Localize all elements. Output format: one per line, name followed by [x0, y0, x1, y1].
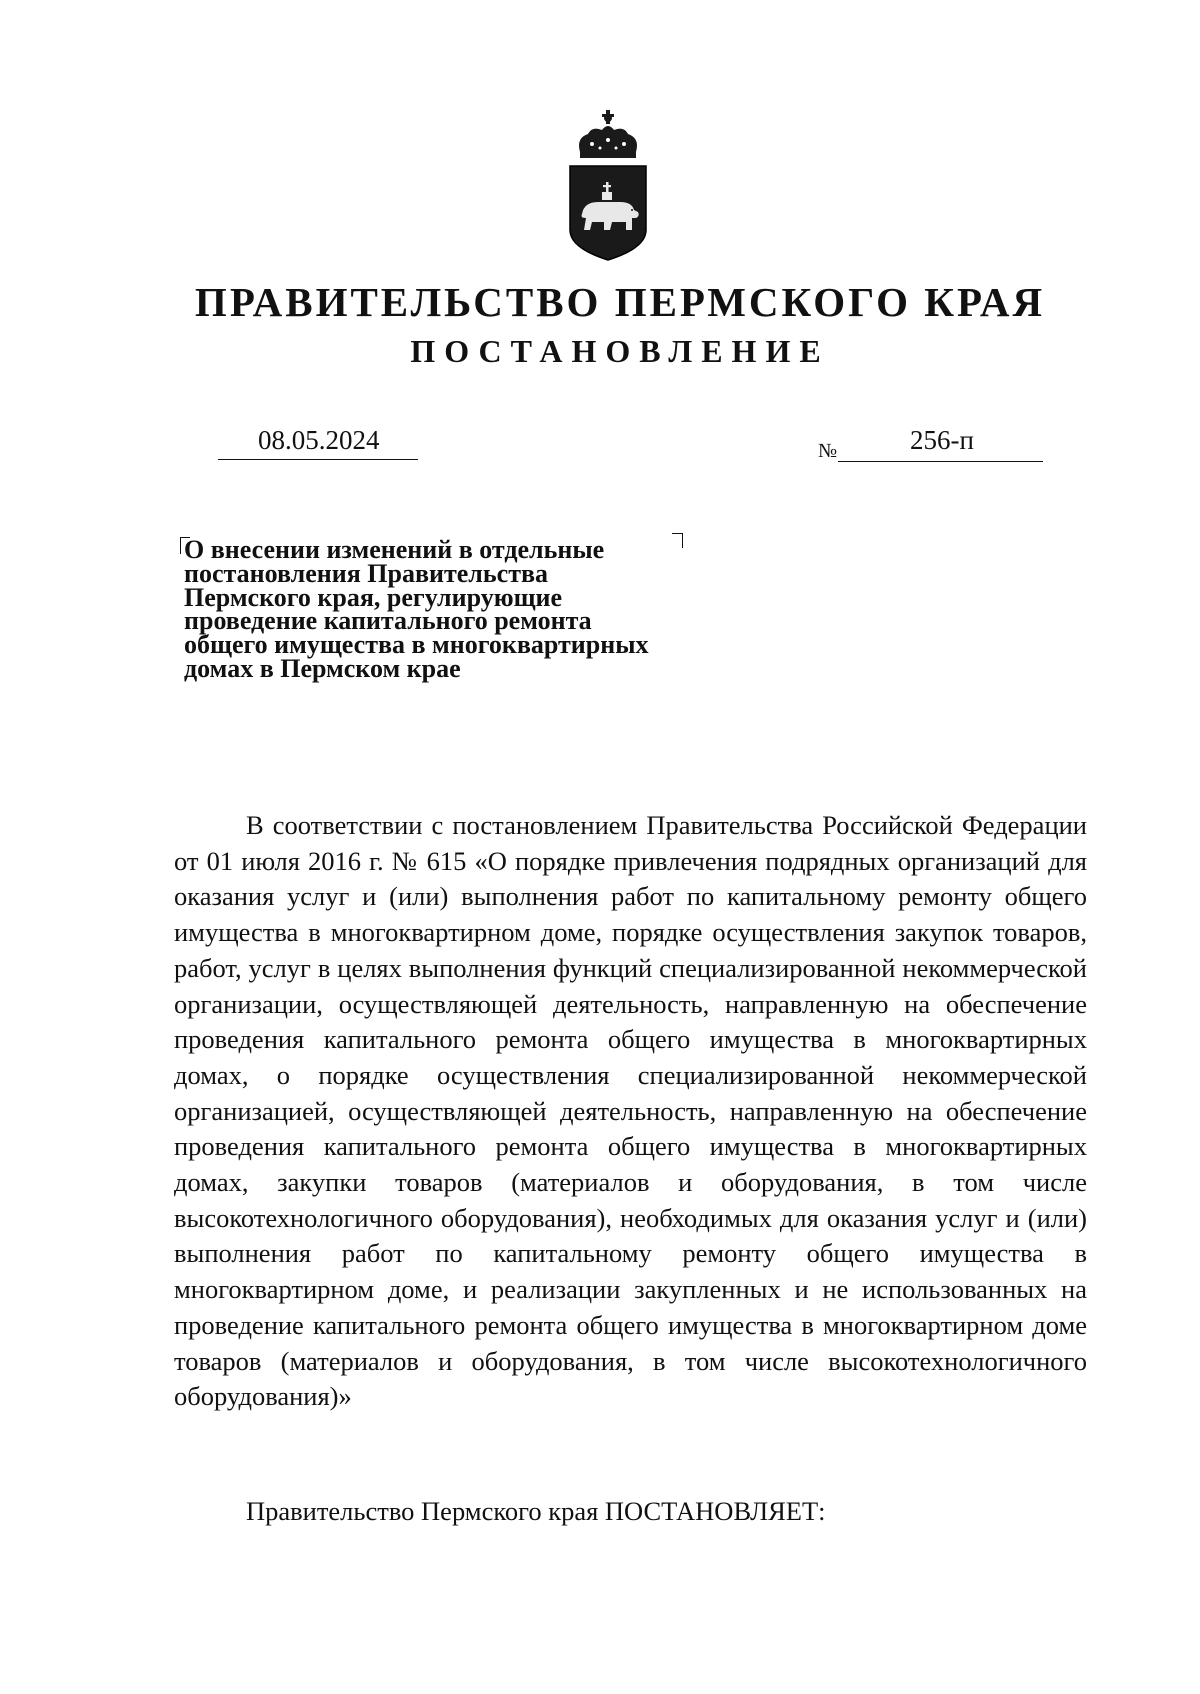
- preamble-paragraph: В соответствии с постановлением Правительства Российской Федерации от 01 июля 2016 г. № 615 «О порядке привлечения подрядных организаций для оказания услуг и (или) выполнения работ по капитальному ремонту общего имущества в многоквартирном доме, порядке осуществления закупок товаров, работ, услуг в целях выполнения функций специализированной некоммерческой организации, осуществляющей деятельность, направленную на обеспечение проведения капитального ремонта общего имущества в многоквартирных домах, о порядке осуществления специализированной некоммерческой организацией, осуществляющей деятельность, направленную на обеспечение проведения капитального ремонта общего имущества в многоквартирных домах, закупки товаров (материалов и оборудования, в том числе высокотехнологичного оборудования), необходимых для оказания услуг и (или) выполнения работ по капитальному ремонту общего имущества в многоквартирном доме, и реализации закупленных и не использованных на проведение капитального ремонта общего имущества в многоквартирном доме товаров (материалов и оборудования, в том числе высокотехнологичного оборудования)»: [174, 810, 1087, 1412]
- subject-bracket-right: [672, 533, 683, 548]
- date-underline: [218, 459, 418, 460]
- document-subject: О внесении изменений в отдельные постановления Правительства Пермского края, регулирующие проведение капитального ремонта общего имущества в многоквартирных домах в Пермском крае: [184, 535, 649, 683]
- number-underline: [838, 461, 1043, 462]
- coat-of-arms-icon: [562, 108, 654, 262]
- number-sign: №: [818, 440, 838, 462]
- government-title: ПРАВИТЕЛЬСТВО ПЕРМСКОГО КРАЯ: [194, 279, 1046, 325]
- decree-statement: Правительство Пермского края ПОСТАНОВЛЯЕТ:: [246, 1496, 826, 1526]
- document-number: 256-п: [910, 425, 974, 455]
- document-date: 08.05.2024: [258, 425, 380, 455]
- document-type-heading: ПОСТАНОВЛЕНИЕ: [410, 333, 830, 369]
